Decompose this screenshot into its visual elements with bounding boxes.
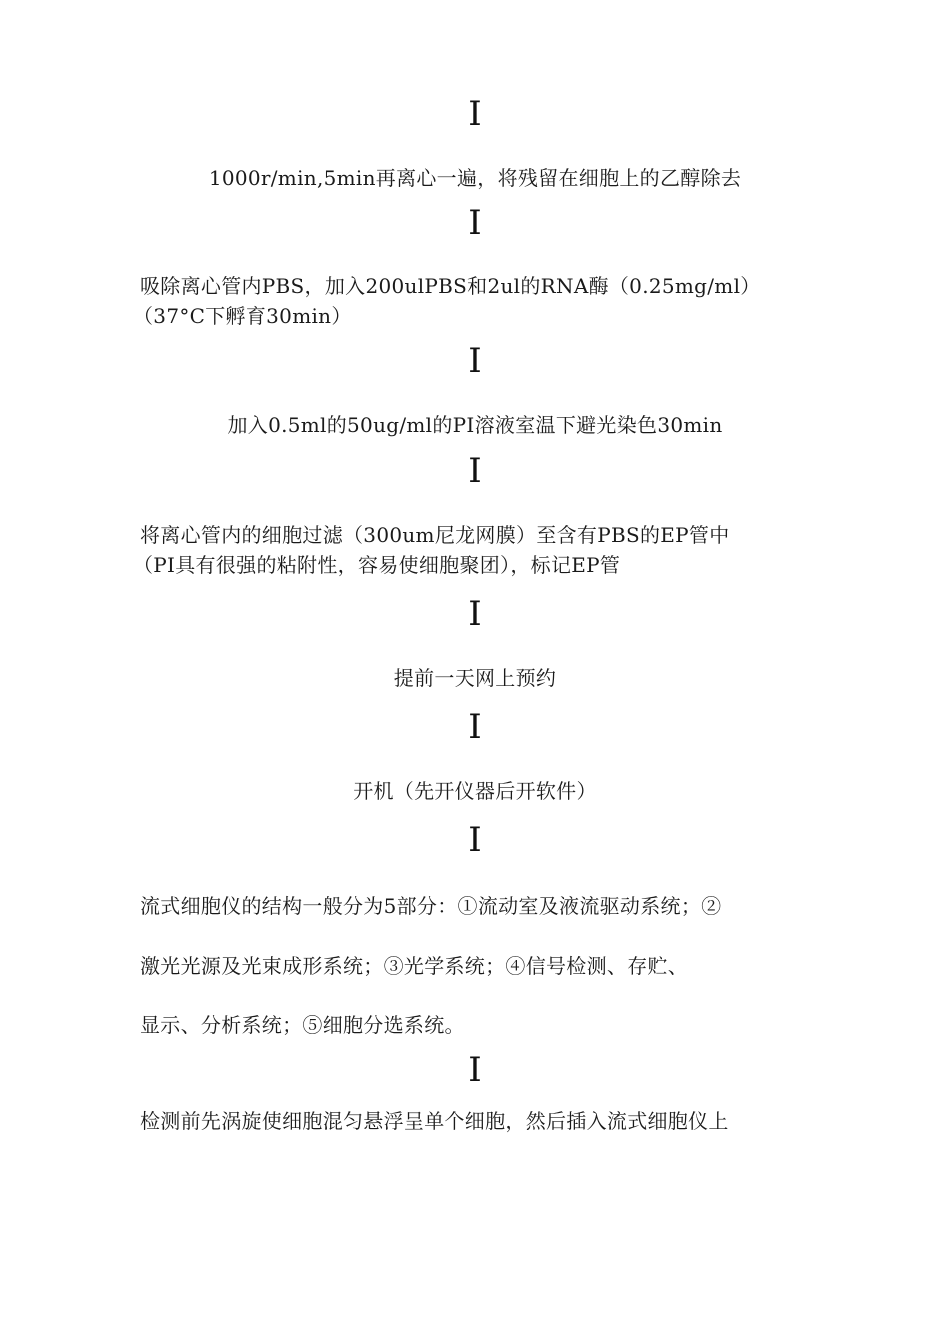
step-6-text: 开机（先开仪器后开软件） [353,779,597,803]
step-5-text: 提前一天网上预约 [393,666,557,690]
flow-arrow-icon: I [468,820,482,860]
step-1-text: 1000r/min,5min再离心一遍，将残留在细胞上的乙醇除去 [208,166,742,190]
step-4-text-line-2: （PI具有很强的粘附性，容易使细胞聚团），标记EP管 [133,553,621,577]
step-7-text-line-2: 激光光源及光束成形系统；③光学系统；④信号检测、存贮、 [140,954,689,978]
flow-arrow-icon: I [468,451,482,491]
flow-arrow-icon: I [468,707,482,747]
flow-arrow-icon: I [468,203,482,243]
flow-arrow-icon: I [468,341,482,381]
step-7-text-line-1: 流式细胞仪的结构一般分为5部分：①流动室及液流驱动系统；② [140,894,722,918]
step-7-text-line-3: 显示、分析系统；⑤细胞分选系统。 [140,1013,465,1037]
step-3-text: 加入0.5ml的50ug/ml的PI溶液室温下避光染色30min [227,413,723,437]
step-8-text: 检测前先涡旋使细胞混匀悬浮呈单个细胞，然后插入流式细胞仪上 [140,1109,729,1133]
flow-arrow-icon: I [468,594,482,634]
flow-arrow-icon: I [468,94,482,134]
flow-arrow-icon: I [468,1050,482,1090]
step-2-text-line-1: 吸除离心管内PBS，加入200ulPBS和2ul的RNA酶（0.25mg/ml） [140,274,761,298]
step-4-text-line-1: 将离心管内的细胞过滤（300um尼龙网膜）至含有PBS的EP管中 [140,523,730,547]
step-2-text-line-2: （37°C下孵育30min） [133,304,352,328]
